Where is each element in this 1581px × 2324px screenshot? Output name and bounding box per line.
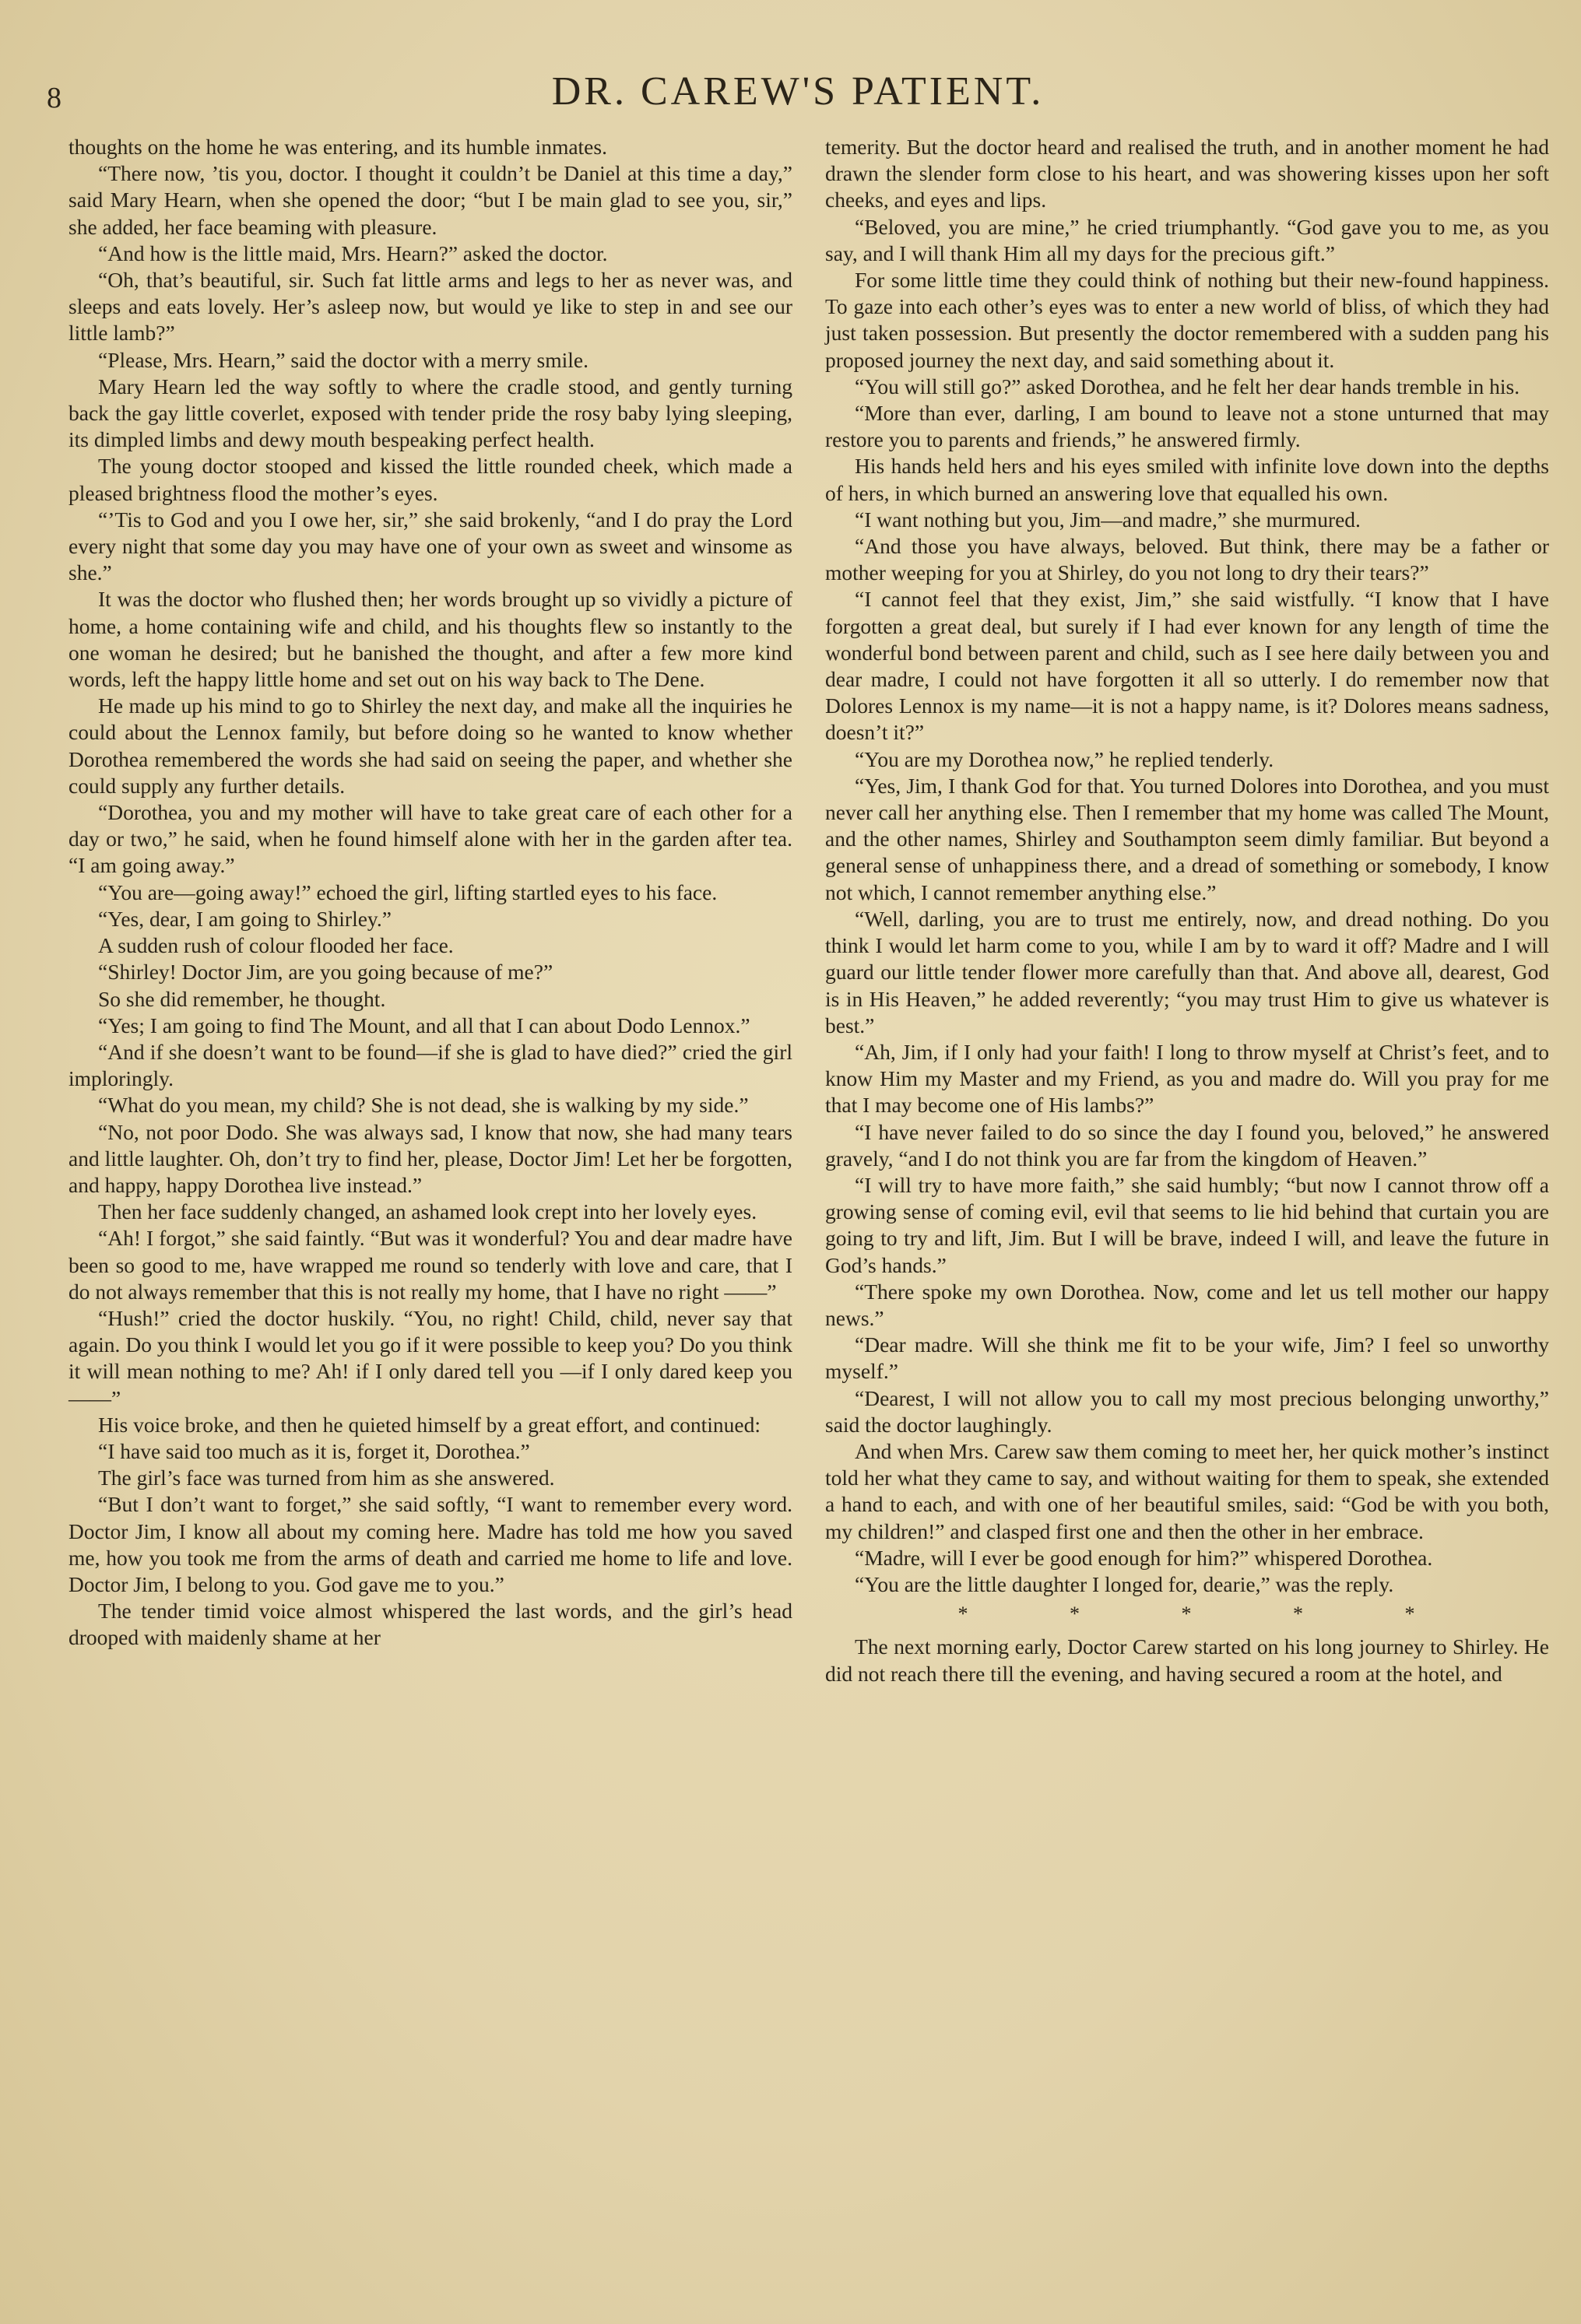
paragraph: “Shirley! Doctor Jim, are you going because of me?” — [98, 960, 553, 985]
paragraph: For some little time they could think of nothing but their new-found happiness. To gaze into each other’s eyes was to enter a new world of bliss, of which they had just taken possession. But presently the doctor remembered with a sudden pang his proposed journey the next day, and said something about it. — [825, 268, 1549, 372]
paragraph: “You will still go?” asked Dorothea, and he felt her dear hands tremble in his. — [855, 374, 1520, 398]
paragraph: “Oh, that’s beautiful, sir. Such fat little arms and legs to her as never was, and sleeps and eats lovely. Her’s asleep now, but would ye like to step in and see our little lamb?” — [69, 268, 792, 346]
paragraph: “I have never failed to do so since the day I found you, beloved,” he answered gravely, “and I do not think you are far from the kingdom of Heaven.” — [825, 1119, 1549, 1171]
paragraph: “There now, ’tis you, doctor. I thought it couldn’t be Daniel at this time a day,” said Mary Hearn, when she opened the door; “but I be main glad to see you, sir,” she added, her face beaming with pleasure. — [69, 161, 792, 239]
paragraph: “Ah, Jim, if I only had your faith! I long to throw myself at Christ’s feet, and to know Him my Master and my Friend, as you and madre do. Will you pray for me that I may become one of His lambs?” — [825, 1039, 1549, 1118]
paragraph: “Please, Mrs. Hearn,” said the doctor with a merry smile. — [98, 347, 589, 372]
paragraph: “Dorothea, you and my mother will have to take great care of each other for a day or two,” he said, when he found himself alone with her in the garden after tea. “I am going away.” — [69, 800, 792, 878]
paragraph: “Yes, dear, I am going to Shirley.” — [98, 906, 392, 931]
section-break: * * * * * — [957, 1603, 1463, 1626]
paragraph: His hands held hers and his eyes smiled with infinite love down into the depths of hers, in which burned an answering love that equalled his own. — [825, 454, 1549, 505]
paragraph: It was the doctor who flushed then; her words brought up so vividly a picture of home, a home containing wife and child, and his thoughts flew so instantly to the one woman he desired; but he banished the thought, and after a few more kind words, left the happy little home and set out on his way back to The Dene. — [69, 587, 792, 692]
paragraph: “Yes, Jim, I thank God for that. You turned Dolores into Dorothea, and you must never call her anything else. Then I remember that my home was called The Mount, and the other names, Shirley and Southampton seem dimly familiar. But beyond a general sense of unhappiness there, and a dread of something or somebody, I know not which, I cannot remember anything else.” — [825, 773, 1549, 904]
paragraph: “I have said too much as it is, forget it, Dorothea.” — [98, 1438, 530, 1463]
paragraph: “Ah! I forgot,” she said faintly. “But was it wonderful? You and dear madre have been so good to me, have wrapped me round so tenderly with love and care, that I do not always remember that this is not really my home, that I have no right ——” — [69, 1226, 792, 1304]
paragraph: “I want nothing but you, Jim—and madre,” she murmured. — [855, 507, 1361, 532]
paragraph: “Hush!” cried the doctor huskily. “You, no right! Child, child, never say that again. Do you think I would let you go if it were possible to keep you? Do you think it will mean nothing to me? Ah! if I only dared tell you —if I only dared keep you ——” — [69, 1305, 792, 1410]
left-text-column — [69, 134, 792, 1652]
paragraph: His voice broke, and then he quieted himself by a great effort, and continued: — [98, 1412, 761, 1437]
paragraph: “’Tis to God and you I owe her, sir,” she said brokenly, “and I do pray the Lord every night that some day you may have one of your own as sweet and winsome as she.” — [69, 507, 792, 585]
paragraph: “Yes; I am going to find The Mount, and all that I can about Dodo Lennox.” — [98, 1013, 750, 1037]
paragraph: The girl’s face was turned from him as she answered. — [98, 1466, 555, 1490]
paragraph: The tender timid voice almost whispered the last words, and the girl’s head drooped with maidenly shame at her — [69, 1599, 792, 1650]
paragraph: “You are my Dorothea now,” he replied tenderly. — [855, 746, 1274, 771]
running-title: DR. CAREW'S PATIENT. — [551, 69, 1045, 114]
paragraph: The young doctor stooped and kissed the little rounded cheek, which made a pleased brightness flood the mother’s eyes. — [69, 454, 792, 505]
paragraph: “And if she doesn’t want to be found—if she is glad to have died?” cried the girl imploringly. — [69, 1039, 792, 1091]
paragraph: “You are the little daughter I longed for, dearie,” was the reply. — [855, 1571, 1394, 1596]
paragraph: “More than ever, darling, I am bound to leave not a stone unturned that may restore you to parents and friends,” he answered firmly. — [825, 401, 1549, 452]
paragraph: “There spoke my own Dorothea. Now, come and let us tell mother our happy news.” — [825, 1279, 1549, 1330]
paragraph: “No, not poor Dodo. She was always sad, I know that now, she had many tears and little laughter. Oh, don’t try to find her, please, Doctor Jim! Let her be forgotten, and happy, happy Dorothea live instead.” — [69, 1119, 792, 1197]
paragraph: “Well, darling, you are to trust me entirely, now, and dread nothing. Do you think I would let harm come to you, while I am by to ward it off? Madre and I will guard our little tender flower more carefully than that. And above all, dearest, God is in His Heaven,” he added reverently; “you may trust Him to give us whatever is best.” — [825, 906, 1549, 1037]
page-header — [47, 68, 1549, 123]
paragraph: “Dear madre. Will she think me fit to be your wife, Jim? I feel so unworthy myself.” — [825, 1332, 1549, 1384]
paragraph: “And how is the little maid, Mrs. Hearn?” asked the doctor. — [98, 240, 608, 265]
paragraph: And when Mrs. Carew saw them coming to meet her, her quick mother’s instinct told her what they came to say, and without waiting for them to speak, she extended a hand to each, and with one of her beautiful smiles, said: “God be with you both, my children!” and clasped first one and then the other in her embrace. — [825, 1438, 1549, 1543]
paragraph: Mary Hearn led the way softly to where the cradle stood, and gently turning back the gay little coverlet, exposed with tender pride the rosy baby lying sleeping, its dimpled limbs and dewy mouth bespeaking perfect health. — [69, 374, 792, 452]
paragraph: Then her face suddenly changed, an ashamed look crept into her lovely eyes. — [98, 1199, 757, 1224]
paragraph: So she did remember, he thought. — [98, 986, 386, 1011]
paragraph: “Dearest, I will not allow you to call my most precious belonging unworthy,” said the doctor laughingly. — [825, 1385, 1549, 1437]
paragraph: “I cannot feel that they exist, Jim,” she said wistfully. “I know that I have forgotten a great deal, but surely if I had ever known for any length of time the wonderful bond between parent and child, such as I see here daily between you and dear madre, I could not have forgotten it all so utterly. I do remember now that Dolores Lennox is my name—it is not a happy name, is it? Dolores means sadness, doesn’t it?” — [825, 587, 1549, 745]
paragraph: “What do you mean, my child? She is not dead, she is walking by my side.” — [98, 1093, 749, 1118]
paragraph: “And those you have always, beloved. But think, there may be a father or mother weeping for you at Shirley, do you not long to dry their tears?” — [825, 534, 1549, 585]
paragraph: “Madre, will I ever be good enough for him?” whispered Dorothea. — [855, 1545, 1433, 1570]
page-number: 8 — [47, 82, 61, 114]
right-text-column — [825, 134, 1549, 1687]
paragraph: “You are—going away!” echoed the girl, lifting startled eyes to his face. — [98, 879, 718, 904]
right-column-paragraphs — [825, 134, 1549, 1598]
paragraph: “I will try to have more faith,” she said humbly; “but now I cannot throw off a growing sense of coming evil, evil that seems to lie hid behind that curtain you are going to try and lift, Jim. But I will be brave, indeed I will, and leave the future in God’s hands.” — [825, 1172, 1549, 1277]
paragraph: The next morning early, Doctor Carew started on his long journey to Shirley. He did not reach there till the evening, and having secured a room at the hotel, and — [825, 1634, 1549, 1686]
right-column-after-break — [825, 1634, 1549, 1687]
paragraph: “Beloved, you are mine,” he cried triumphantly. “God gave you to me, as you say, and I will thank Him all my days for the precious gift.” — [825, 214, 1549, 265]
paragraph: “But I don’t want to forget,” she said softly, “I want to remember every word. Doctor Jim, I know all about my coming here. Madre has told me how you saved me, how you took me from the arms of death and carried me home to life and love. Doctor Jim, I belong to you. God gave me to you.” — [69, 1492, 792, 1596]
paragraph: A sudden rush of colour flooded her face. — [98, 933, 454, 958]
paragraph: He made up his mind to go to Shirley the next day, and make all the inquiries he could about the Lennox family, but before doing so he wanted to know whether Dorothea remembered the words she had said on seeing the paper, and whether she could supply any further details. — [69, 693, 792, 798]
paragraph: thoughts on the home he was entering, and its humble inmates. — [69, 135, 607, 159]
paragraph: temerity. But the doctor heard and realised the truth, and in another moment he had drawn the slender form close to his heart, and was showering kisses upon her soft cheeks, and eyes and lips. — [825, 135, 1549, 212]
